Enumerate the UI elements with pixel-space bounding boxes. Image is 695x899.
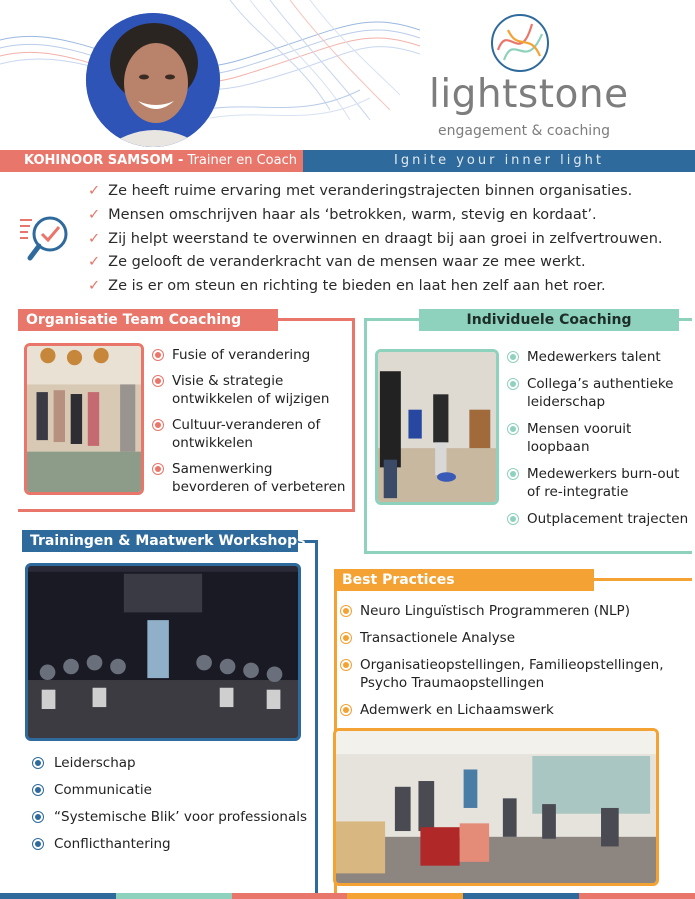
- trainer-name: KOHINOOR SAMSOM -: [24, 153, 184, 168]
- list-item: Communicatie: [32, 781, 312, 799]
- list-item: Samenwerking bevorderen of verbeteren: [152, 460, 352, 496]
- intro-item: ✓ Ze heeft ruime ervaring met veranderingstrajecten binnen organisaties.: [88, 183, 633, 199]
- list-item: “Systemische Blik’ voor professionals: [32, 808, 312, 826]
- intro-item: ✓ Mensen omschrijven haar als ‘betrokken, warm, stevig en kordaat’.: [88, 206, 597, 223]
- trainer-role: Trainer en Coach: [183, 153, 297, 168]
- list-item: Medewerkers talent: [507, 348, 692, 366]
- magnifier-check-icon: [18, 210, 74, 266]
- ind-list: [507, 348, 692, 537]
- bullet-dot-icon: [507, 468, 519, 480]
- train-list: [32, 754, 312, 862]
- bullet-dot-icon: [152, 419, 164, 431]
- list-item: Medewerkers burn-out of re-integratie: [507, 465, 692, 501]
- trainer-portrait: [86, 13, 220, 147]
- team-coaching-photo: [24, 343, 144, 495]
- best-section-title: Best Practices: [334, 569, 594, 591]
- bullet-dot-icon: [32, 784, 44, 796]
- best-practices-photo: [333, 728, 659, 886]
- check-icon: ✓: [88, 206, 101, 223]
- list-item: Transactionele Analyse: [340, 629, 670, 647]
- list-item: Mensen vooruit loopbaan: [507, 420, 692, 456]
- logo-subtitle: engagement & coaching: [438, 123, 610, 139]
- intro-item: ✓ Zij helpt weerstand te overwinnen en draagt bij aan groei in zelfvertrouwen.: [88, 230, 663, 247]
- list-item: Fusie of verandering: [152, 346, 352, 364]
- logo-wordmark: lightstone: [429, 72, 629, 117]
- lightstone-logo-mark: [490, 12, 550, 74]
- list-item: Conflicthantering: [32, 835, 312, 853]
- list-item: Leiderschap: [32, 754, 312, 772]
- intro-item: ✓ Ze gelooft de veranderkracht van de mensen waar ze mee werkt.: [88, 254, 586, 271]
- best-list: [340, 602, 670, 728]
- check-icon: ✓: [88, 230, 101, 247]
- trainer-name-bar: [0, 150, 303, 172]
- list-item: Visie & strategie ontwikkelen of wijzigen: [152, 372, 352, 408]
- org-section-title: Organisatie Team Coaching: [18, 309, 278, 331]
- list-item: Ademwerk en Lichaamswerk: [340, 701, 670, 719]
- tagline-bar: Ignite your inner light: [303, 150, 695, 172]
- intro-item: ✓ Ze is er om steun en richting te bieden en laat hen zelf aan het roer.: [88, 278, 606, 295]
- bullet-dot-icon: [152, 463, 164, 475]
- org-list: [152, 346, 352, 504]
- bullet-dot-icon: [32, 757, 44, 769]
- bullet-dot-icon: [152, 349, 164, 361]
- bullet-dot-icon: [340, 659, 352, 671]
- bullet-dot-icon: [507, 423, 519, 435]
- intro-list: [88, 180, 688, 299]
- bullet-dot-icon: [340, 704, 352, 716]
- check-icon: ✓: [88, 183, 101, 199]
- check-icon: ✓: [88, 254, 101, 271]
- bullet-dot-icon: [507, 351, 519, 363]
- list-item: Organisatieopstellingen, Familieopstellingen, Psycho Traumaopstellingen: [340, 656, 670, 692]
- bullet-dot-icon: [32, 838, 44, 850]
- train-section-title: Trainingen & Maatwerk Workshops: [22, 530, 298, 552]
- bullet-dot-icon: [507, 378, 519, 390]
- individual-coaching-photo: [375, 349, 499, 505]
- bullet-dot-icon: [32, 811, 44, 823]
- bullet-dot-icon: [340, 632, 352, 644]
- bullet-dot-icon: [152, 375, 164, 387]
- bottom-color-strip: [0, 893, 695, 899]
- bullet-dot-icon: [340, 605, 352, 617]
- check-icon: ✓: [88, 278, 101, 295]
- list-item: Cultuur-veranderen of ontwikkelen: [152, 416, 352, 452]
- workshop-photo: [25, 563, 301, 741]
- list-item: Outplacement trajecten: [507, 510, 692, 528]
- ind-section-title: Individuele Coaching: [419, 309, 679, 331]
- bullet-dot-icon: [507, 513, 519, 525]
- list-item: Collega’s authentieke leiderschap: [507, 375, 692, 411]
- list-item: Neuro Linguïstisch Programmeren (NLP): [340, 602, 670, 620]
